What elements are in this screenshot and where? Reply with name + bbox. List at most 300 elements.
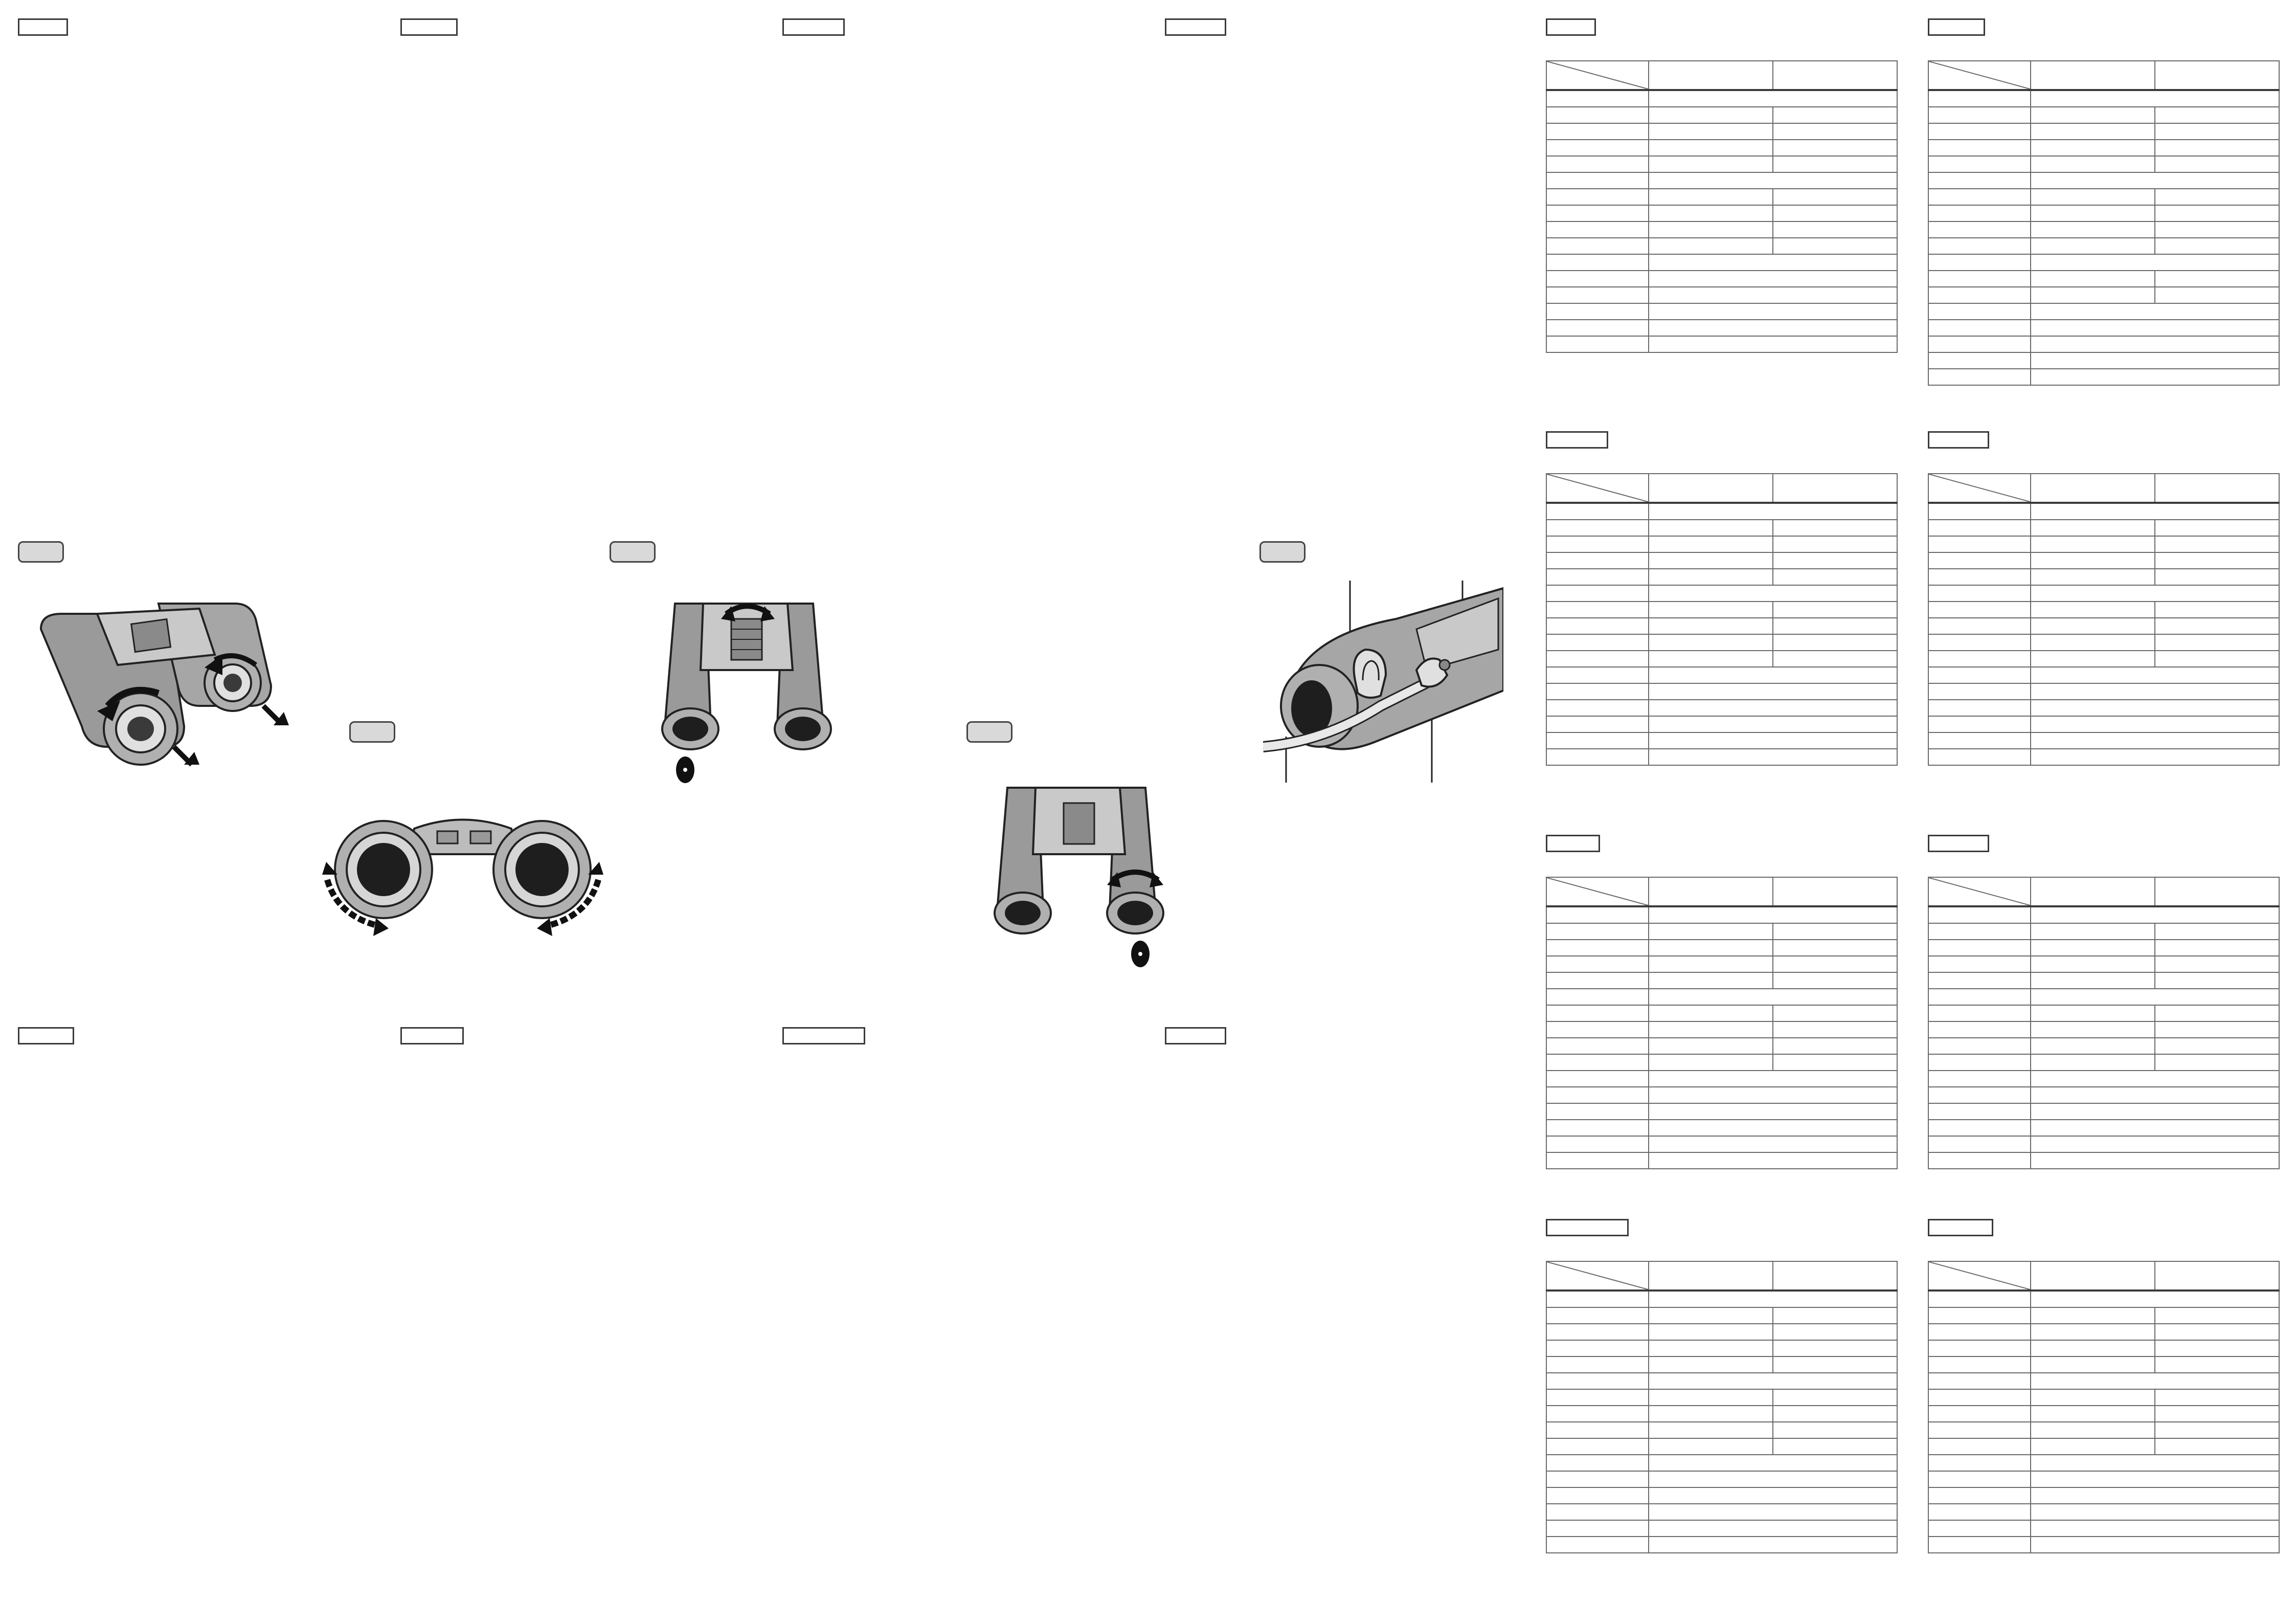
binoculars-diopter-ring-icon	[987, 777, 1191, 972]
spec-value-cell	[1773, 1021, 1897, 1038]
spec-label-cell	[1546, 700, 1649, 716]
spec-table-row	[1928, 716, 2279, 732]
spec-table-row	[1546, 1356, 1897, 1373]
spec-table-row	[1928, 940, 2279, 956]
spec-label-cell	[1928, 1152, 2031, 1169]
spec-table-row	[1546, 320, 1897, 336]
spec-table-header-cell	[2155, 61, 2279, 90]
spec-table-row	[1546, 205, 1897, 221]
spec-label-cell	[1928, 634, 2031, 651]
spec-table-row	[1928, 1005, 2279, 1021]
spec-table-row	[1546, 1152, 1897, 1169]
spec-label-cell	[1546, 1389, 1649, 1406]
spec-table-row	[1928, 271, 2279, 287]
spec-table-row	[1928, 156, 2279, 172]
spec-label-cell	[1546, 989, 1649, 1005]
spec-table-row	[1928, 972, 2279, 989]
spec-value-cell	[1649, 1005, 1773, 1021]
step-badge-1	[18, 541, 64, 563]
spec-value-cell	[2031, 716, 2279, 732]
spec-table-row	[1928, 1438, 2279, 1455]
spec-table-row	[1546, 569, 1897, 585]
spec-table-row	[1546, 189, 1897, 205]
spec-value-cell	[2031, 585, 2279, 602]
spec-value-cell	[2155, 1406, 2279, 1422]
spec-label-cell	[1928, 602, 2031, 618]
spec-value-cell	[2031, 1103, 2279, 1120]
spec-label-cell	[1546, 732, 1649, 749]
spec-value-cell	[1773, 189, 1897, 205]
spec-label-cell	[1546, 1520, 1649, 1537]
spec-table-corner	[1928, 61, 2031, 90]
spec-table-row	[1546, 254, 1897, 271]
spec-table-row	[1546, 1120, 1897, 1136]
spec-table-row	[1928, 749, 2279, 765]
spec-table-row	[1546, 716, 1897, 732]
spec-value-cell	[2031, 667, 2279, 683]
spec-language-label-3	[1546, 431, 1608, 449]
spec-table-row	[1546, 1455, 1897, 1471]
spec-value-cell	[1773, 923, 1897, 940]
spec-table-row	[1546, 271, 1897, 287]
spec-label-cell	[1928, 1422, 2031, 1438]
spec-value-cell	[2155, 651, 2279, 667]
spec-label-cell	[1928, 1071, 2031, 1087]
spec-value-cell	[2031, 1389, 2155, 1406]
spec-value-cell	[2031, 352, 2279, 369]
spec-value-cell	[2031, 1471, 2279, 1487]
spec-value-cell	[2031, 1520, 2279, 1537]
spec-label-cell	[1928, 732, 2031, 749]
spec-table-row	[1928, 667, 2279, 683]
spec-value-cell	[1649, 221, 1773, 238]
spec-label-cell	[1928, 923, 2031, 940]
spec-value-cell	[2031, 90, 2279, 107]
spec-value-cell	[1649, 287, 1897, 303]
binoculars-focus-wheel-icon	[655, 593, 859, 788]
spec-table-row	[1546, 1038, 1897, 1054]
spec-value-cell	[1773, 1356, 1897, 1373]
spec-label-cell	[1546, 123, 1649, 140]
spec-value-cell	[2155, 1356, 2279, 1373]
spec-label-cell	[1928, 189, 2031, 205]
spec-table-header-cell	[1773, 61, 1897, 90]
spec-table-row	[1546, 172, 1897, 189]
spec-label-cell	[1928, 1504, 2031, 1520]
spec-table-row	[1928, 1087, 2279, 1103]
spec-language-label-7	[1546, 1219, 1629, 1236]
spec-value-cell	[1773, 1324, 1897, 1340]
spec-label-cell	[1546, 238, 1649, 254]
spec-label-cell	[1546, 172, 1649, 189]
spec-label-cell	[1546, 602, 1649, 618]
spec-value-cell	[2031, 1340, 2155, 1356]
spec-table-row	[1546, 1487, 1897, 1504]
binoculars-strap-loop-icon	[1263, 573, 1503, 788]
spec-value-cell	[1773, 1054, 1897, 1071]
spec-table-row	[1546, 238, 1897, 254]
spec-value-cell	[1649, 989, 1897, 1005]
spec-table-row	[1546, 1307, 1897, 1324]
spec-label-cell	[1928, 336, 2031, 352]
spec-value-cell	[1649, 634, 1773, 651]
spec-table-row	[1928, 140, 2279, 156]
spec-value-cell	[2155, 189, 2279, 205]
spec-label-cell	[1546, 716, 1649, 732]
spec-label-cell	[1928, 369, 2031, 385]
spec-table-row	[1546, 1340, 1897, 1356]
spec-value-cell	[2031, 503, 2279, 520]
spec-label-cell	[1928, 254, 2031, 271]
spec-value-cell	[2031, 238, 2155, 254]
spec-table-row	[1928, 732, 2279, 749]
spec-label-cell	[1546, 140, 1649, 156]
spec-table-1	[1546, 60, 1898, 353]
spec-label-cell	[1546, 552, 1649, 569]
spec-table-row	[1928, 956, 2279, 972]
spec-table-row	[1928, 1520, 2279, 1537]
spec-table-header-cell	[1649, 1261, 1773, 1291]
spec-label-cell	[1928, 536, 2031, 552]
spec-label-cell	[1928, 520, 2031, 536]
spec-label-cell	[1928, 1438, 2031, 1455]
spec-language-label-5	[1546, 835, 1600, 852]
spec-table-row	[1546, 1087, 1897, 1103]
spec-value-cell	[1649, 923, 1773, 940]
spec-table-row	[1546, 336, 1897, 352]
spec-value-cell	[2155, 602, 2279, 618]
spec-table-row	[1546, 1471, 1897, 1487]
spec-value-cell	[2031, 634, 2155, 651]
spec-table-row	[1928, 1356, 2279, 1373]
spec-table-row	[1546, 156, 1897, 172]
spec-label-cell	[1928, 1005, 2031, 1021]
spec-table-row	[1546, 1136, 1897, 1152]
spec-value-cell	[1649, 1356, 1773, 1373]
spec-value-cell	[2031, 552, 2155, 569]
spec-label-cell	[1546, 1537, 1649, 1553]
spec-value-cell	[1649, 1471, 1897, 1487]
spec-language-label-1	[1546, 18, 1596, 36]
spec-value-cell	[1649, 1021, 1773, 1038]
spec-value-cell	[1649, 972, 1773, 989]
spec-table-row	[1928, 254, 2279, 271]
spec-label-cell	[1928, 972, 2031, 989]
spec-value-cell	[1649, 123, 1773, 140]
spec-value-cell	[2155, 221, 2279, 238]
spec-value-cell	[2031, 369, 2279, 385]
spec-table-row	[1546, 923, 1897, 940]
spec-label-cell	[1546, 1291, 1649, 1307]
spec-value-cell	[1649, 1307, 1773, 1324]
spec-table-row	[1928, 1071, 2279, 1087]
spec-value-cell	[1773, 972, 1897, 989]
spec-label-cell	[1546, 906, 1649, 923]
spec-value-cell	[2031, 972, 2155, 989]
spec-value-cell	[1773, 634, 1897, 651]
spec-label-cell	[1928, 716, 2031, 732]
spec-label-cell	[1928, 352, 2031, 369]
spec-label-cell	[1546, 618, 1649, 634]
spec-label-cell	[1546, 940, 1649, 956]
spec-value-cell	[2031, 569, 2155, 585]
spec-label-cell	[1928, 940, 2031, 956]
spec-value-cell	[1773, 123, 1897, 140]
spec-label-cell	[1928, 700, 2031, 716]
spec-value-cell	[1649, 536, 1773, 552]
spec-value-cell	[1773, 221, 1897, 238]
spec-label-cell	[1546, 303, 1649, 320]
spec-value-cell	[1773, 1406, 1897, 1422]
spec-table-row	[1928, 1471, 2279, 1487]
spec-value-cell	[2031, 1406, 2155, 1422]
spec-value-cell	[1649, 1136, 1897, 1152]
spec-table-row	[1546, 90, 1897, 107]
spec-table-row	[1928, 989, 2279, 1005]
spec-table-header-cell	[1773, 877, 1897, 906]
spec-value-cell	[1649, 90, 1897, 107]
spec-label-cell	[1546, 1103, 1649, 1120]
spec-table-row	[1928, 536, 2279, 552]
spec-label-cell	[1928, 303, 2031, 320]
spec-value-cell	[2031, 520, 2155, 536]
spec-table-5	[1546, 877, 1898, 1169]
spec-label-cell	[1546, 107, 1649, 123]
spec-label-cell	[1928, 1120, 2031, 1136]
spec-value-cell	[2031, 205, 2155, 221]
spec-label-cell	[1546, 651, 1649, 667]
spec-value-cell	[1649, 1520, 1897, 1537]
spec-value-cell	[1649, 1152, 1897, 1169]
spec-value-cell	[2031, 1054, 2155, 1071]
spec-table-row	[1928, 1307, 2279, 1324]
spec-table-row	[1928, 1324, 2279, 1340]
spec-label-cell	[1546, 585, 1649, 602]
spec-value-cell	[2031, 1087, 2279, 1103]
spec-table-row	[1546, 1103, 1897, 1120]
spec-value-cell	[2155, 107, 2279, 123]
spec-table-row	[1928, 1537, 2279, 1553]
spec-value-cell	[2155, 956, 2279, 972]
spec-value-cell	[2155, 1438, 2279, 1455]
spec-table-row	[1928, 1152, 2279, 1169]
spec-value-cell	[2155, 1340, 2279, 1356]
spec-value-cell	[1649, 1373, 1897, 1389]
spec-label-cell	[1928, 271, 2031, 287]
spec-value-cell	[2155, 1038, 2279, 1054]
spec-label-cell	[1546, 205, 1649, 221]
spec-value-cell	[2031, 1537, 2279, 1553]
spec-label-cell	[1928, 1471, 2031, 1487]
spec-value-cell	[2031, 1356, 2155, 1373]
spec-table-header-cell	[2031, 1261, 2155, 1291]
spec-language-label-8	[1928, 1219, 1993, 1236]
spec-table-row	[1546, 1504, 1897, 1520]
spec-value-cell	[2031, 989, 2279, 1005]
spec-table-row	[1928, 585, 2279, 602]
spec-value-cell	[2031, 140, 2155, 156]
spec-table-row	[1928, 1340, 2279, 1356]
spec-value-cell	[2031, 923, 2155, 940]
spec-value-cell	[1773, 940, 1897, 956]
spec-label-cell	[1546, 1373, 1649, 1389]
spec-table-row	[1928, 552, 2279, 569]
spec-label-cell	[1928, 1487, 2031, 1504]
spec-table-row	[1546, 618, 1897, 634]
spec-table-row	[1928, 618, 2279, 634]
spec-value-cell	[2031, 651, 2155, 667]
spec-table-row	[1546, 634, 1897, 651]
spec-value-cell	[2031, 271, 2155, 287]
spec-language-label-6	[1928, 835, 1989, 852]
spec-table-row	[1928, 107, 2279, 123]
spec-value-cell	[1773, 956, 1897, 972]
spec-table-row	[1546, 602, 1897, 618]
spec-table-row	[1546, 1054, 1897, 1071]
spec-table-header-cell	[2031, 877, 2155, 906]
spec-table-row	[1546, 503, 1897, 520]
spec-table-row	[1928, 683, 2279, 700]
spec-table-8	[1928, 1261, 2280, 1553]
spec-label-cell	[1928, 585, 2031, 602]
spec-table-row	[1928, 520, 2279, 536]
language-label-2	[400, 18, 458, 36]
spec-table-row	[1928, 1054, 2279, 1071]
spec-value-cell	[2155, 634, 2279, 651]
spec-label-cell	[1546, 683, 1649, 700]
spec-value-cell	[1649, 1455, 1897, 1471]
spec-table-row	[1546, 1291, 1897, 1307]
spec-value-cell	[2155, 1307, 2279, 1324]
spec-value-cell	[1773, 1438, 1897, 1455]
spec-value-cell	[2155, 238, 2279, 254]
spec-table-row	[1546, 552, 1897, 569]
spec-table-row	[1928, 634, 2279, 651]
spec-value-cell	[1649, 1291, 1897, 1307]
spec-value-cell	[1773, 140, 1897, 156]
spec-table-row	[1928, 1103, 2279, 1120]
spec-value-cell	[1649, 1340, 1773, 1356]
spec-value-cell	[2031, 618, 2155, 634]
spec-value-cell	[1773, 552, 1897, 569]
spec-label-cell	[1928, 618, 2031, 634]
spec-value-cell	[2155, 140, 2279, 156]
spec-value-cell	[1649, 618, 1773, 634]
spec-value-cell	[2155, 972, 2279, 989]
spec-label-cell	[1928, 1373, 2031, 1389]
spec-table-header-cell	[1773, 1261, 1897, 1291]
spec-value-cell	[2031, 107, 2155, 123]
spec-value-cell	[1649, 940, 1773, 956]
spec-table-row	[1546, 1406, 1897, 1422]
spec-value-cell	[2031, 1487, 2279, 1504]
spec-value-cell	[1649, 156, 1773, 172]
spec-value-cell	[2031, 287, 2155, 303]
spec-table-row	[1546, 140, 1897, 156]
spec-value-cell	[2155, 1324, 2279, 1340]
binoculars-eyecup-rotation-icon	[31, 593, 297, 767]
spec-label-cell	[1546, 336, 1649, 352]
spec-table-row	[1546, 1520, 1897, 1537]
spec-table-row	[1928, 1136, 2279, 1152]
spec-language-label-2	[1928, 18, 1985, 36]
spec-table-row	[1928, 352, 2279, 369]
spec-value-cell	[2031, 172, 2279, 189]
spec-value-cell	[2155, 271, 2279, 287]
spec-value-cell	[2155, 1422, 2279, 1438]
spec-value-cell	[2031, 156, 2155, 172]
spec-table-4	[1928, 473, 2280, 766]
spec-value-cell	[2031, 336, 2279, 352]
spec-value-cell	[1649, 585, 1897, 602]
spec-label-cell	[1546, 1054, 1649, 1071]
spec-value-cell	[1649, 732, 1897, 749]
spec-table-7	[1546, 1261, 1898, 1553]
spec-value-cell	[2155, 940, 2279, 956]
spec-table-row	[1928, 336, 2279, 352]
spec-table-row	[1928, 1038, 2279, 1054]
spec-label-cell	[1546, 1471, 1649, 1487]
spec-label-cell	[1546, 254, 1649, 271]
spec-label-cell	[1546, 536, 1649, 552]
spec-table-header-cell	[2155, 1261, 2279, 1291]
spec-table-row	[1546, 989, 1897, 1005]
spec-table-row	[1546, 1373, 1897, 1389]
spec-table-row	[1546, 107, 1897, 123]
spec-label-cell	[1928, 156, 2031, 172]
spec-value-cell	[2031, 1373, 2279, 1389]
spec-value-cell	[2155, 536, 2279, 552]
spec-value-cell	[2031, 1152, 2279, 1169]
spec-value-cell	[2031, 123, 2155, 140]
spec-table-row	[1546, 749, 1897, 765]
spec-label-cell	[1928, 989, 2031, 1005]
spec-table-row	[1928, 569, 2279, 585]
spec-table-row	[1928, 1291, 2279, 1307]
spec-value-cell	[1649, 1487, 1897, 1504]
spec-table-row	[1928, 90, 2279, 107]
spec-value-cell	[2031, 602, 2155, 618]
spec-label-cell	[1546, 923, 1649, 940]
spec-table-corner	[1928, 1261, 2031, 1291]
spec-value-cell	[2155, 1054, 2279, 1071]
spec-value-cell	[1649, 906, 1897, 923]
spec-value-cell	[1649, 189, 1773, 205]
spec-table-row	[1928, 503, 2279, 520]
spec-table-row	[1928, 1422, 2279, 1438]
spec-value-cell	[2155, 923, 2279, 940]
spec-label-cell	[1546, 667, 1649, 683]
spec-value-cell	[1649, 683, 1897, 700]
spec-value-cell	[1649, 254, 1897, 271]
spec-label-cell	[1546, 634, 1649, 651]
spec-label-cell	[1546, 90, 1649, 107]
spec-table-row	[1546, 1005, 1897, 1021]
spec-label-cell	[1928, 1537, 2031, 1553]
spec-table-row	[1928, 1021, 2279, 1038]
spec-table-row	[1546, 972, 1897, 989]
spec-table-6	[1928, 877, 2280, 1169]
spec-table-header-cell	[2155, 877, 2279, 906]
spec-label-cell	[1928, 1291, 2031, 1307]
spec-label-cell	[1928, 1021, 2031, 1038]
spec-value-cell	[1649, 520, 1773, 536]
spec-label-cell	[1928, 956, 2031, 972]
spec-value-cell	[2031, 700, 2279, 716]
spec-label-cell	[1928, 123, 2031, 140]
spec-value-cell	[1773, 205, 1897, 221]
spec-table-row	[1928, 221, 2279, 238]
